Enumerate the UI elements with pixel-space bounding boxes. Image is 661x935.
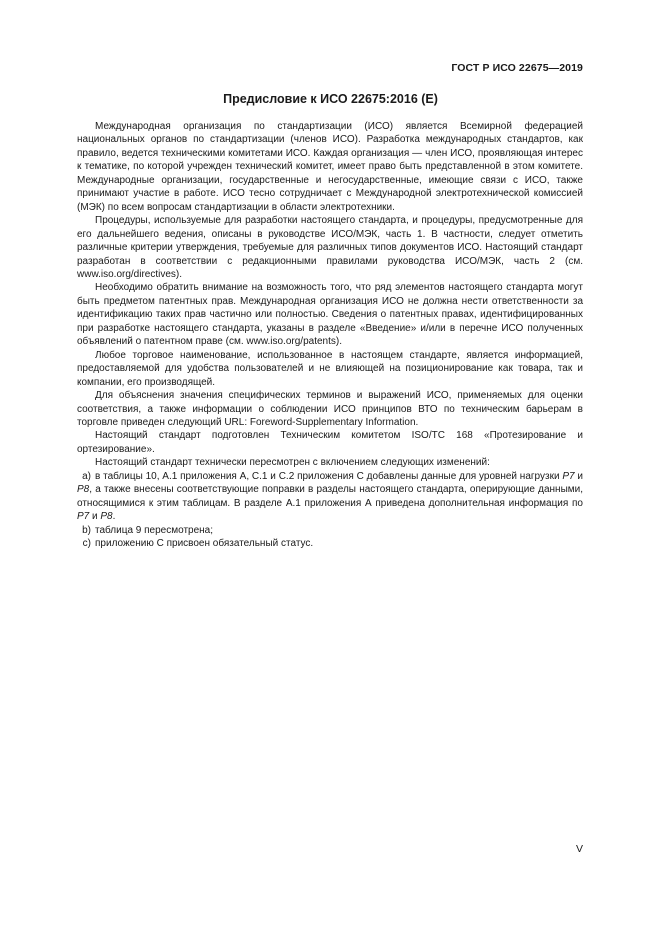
paragraph-trade-names: Любое торговое наименование, использованное в настоящем стандарте, является информацией, предоставляемой для удобства пользователей и не влияющей на позиционирование как товара, так и компании, его производящей.	[77, 349, 583, 388]
list-text: таблица 9 пересмотрена;	[95, 524, 214, 536]
list-item-b	[77, 524, 583, 537]
list-text: и	[89, 511, 101, 523]
list-text: и	[574, 470, 583, 482]
list-text: в таблицы 10, А.1 приложения А, С.1 и С.2 приложения С добавлены данные для уровней нагрузки	[95, 470, 563, 482]
load-level-p7: P7	[562, 470, 575, 482]
paragraph-patents: Необходимо обратить внимание на возможность того, что ряд элементов настоящего стандарта могут быть предметом патентных прав. Международная организация ИСО не должна нести ответственности за идентификацию таких прав частично или полностью. Сведения о патентных правах, идентифицированных при разработке настоящего стандарта, указаны в разделе «Введение» и/или в перечне ИСО полученных объявлений о патентном праве (см. www.iso.org/patents).	[77, 282, 583, 348]
load-level-p7: P7	[77, 511, 90, 523]
list-marker: b)	[82, 524, 91, 536]
list-item-a	[77, 470, 583, 524]
list-text: , а также внесены соответствующие поправки в разделы настоящего стандарта, оперирующие данными, относящимися к этим таблицам. В разделе А.1 приложения А приведена дополнительная информация по	[77, 484, 583, 509]
paragraph-iso-intro: Международная организация по стандартизации (ИСО) является Всемирной федерацией национальных органов по стандартизации (членов ИСО). Разработка международных стандартов, как правило, ведется техническими комитетами ИСО. Каждая организация — член ИСО, проявляющая интерес к тематике, по которой учрежден технический комитет, имеет право быть представленной в этом комитете. Международные организации, государственные и негосударственные, имеющие связи с ИСО, также принимают участие в работе. ИСО тесно сотрудничает с Международной электротехнической комиссией (МЭК) по всем вопросам стандартизации в области электротехники.	[77, 121, 583, 213]
list-marker: c)	[82, 538, 91, 550]
page-number: V	[575, 843, 583, 855]
page-title: Предисловие к ИСО 22675:2016 (E)	[223, 92, 438, 106]
paragraph-terms-explanation: Для объяснения значения специфических терминов и выражений ИСО, применяемых для оценки соответствия, а также информации о соблюдении ИСО принципов ВТО по техническим барьерам в торговле приведен следующий URL: Foreword-Supplementary Information.	[77, 390, 583, 428]
paragraph-revision-intro: Настоящий стандарт технически пересмотрен с включением следующих изменений:	[95, 457, 490, 469]
document-id-header: ГОСТ Р ИСО 22675—2019	[451, 62, 583, 74]
list-text: приложению С присвоен обязательный статус.	[95, 538, 314, 550]
load-level-p8: P8	[100, 511, 113, 523]
list-marker: a)	[82, 470, 91, 482]
paragraph-procedures: Процедуры, используемые для разработки настоящего стандарта, и процедуры, предусмотренные для его дальнейшего ведения, описаны в руководстве ИСО/МЭК, часть 1. В частности, следует отметить различные критерии утверждения, требуемые для различных типов документов ИСО. Настоящий стандарт разработан в соответствии с редакционными правилами руководства ИСО/МЭК, часть 2 (см. www.iso.org/directives).	[77, 215, 583, 280]
document-body	[77, 120, 583, 551]
list-item-c	[77, 537, 583, 550]
paragraph-committee: Настоящий стандарт подготовлен Техническим комитетом ISO/TC 168 «Протезирование и ортезирование».	[77, 430, 583, 455]
list-text: .	[112, 511, 116, 523]
load-level-p8: P8	[77, 484, 90, 496]
